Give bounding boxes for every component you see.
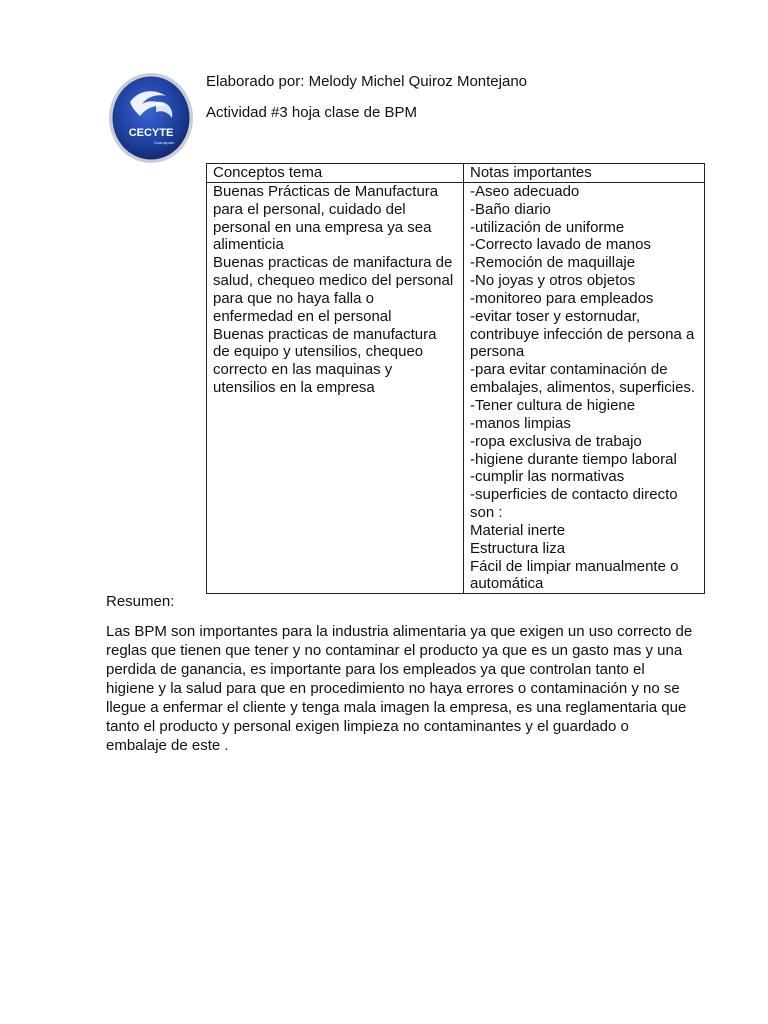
activity-title: Actividad #3 hoja clase de BPM (206, 104, 417, 121)
note-line: -No joyas y otros objetos (470, 272, 636, 290)
note-line: -Tener cultura de higiene (470, 396, 636, 414)
note-line: -Aseo adecuado (470, 182, 580, 200)
summary-line: Las BPM son importantes para la industria alimentaria ya que exigen un uso correcto de (106, 623, 693, 640)
summary-heading: Resumen: (106, 593, 175, 610)
summary-line: embalaje de este . (106, 737, 229, 754)
concept-line: utensilios en la empresa (213, 379, 375, 397)
concept-line: correcto en las maquinas y (213, 361, 393, 379)
notes-cell (464, 182, 705, 593)
note-line: -Baño diario (470, 200, 551, 218)
note-line: son : (470, 504, 503, 522)
notes-table (206, 163, 705, 594)
note-line: -Remoción de maquillaje (470, 254, 636, 272)
concept-line: para el personal, cuidado del (213, 200, 406, 218)
logo-text: CECYTE (128, 127, 174, 139)
note-line: -superficies de contacto directo (470, 486, 678, 504)
summary-line: tanto el producto y personal exigen limpieza no contaminantes y el guardado o (106, 718, 629, 735)
concepts-cell (207, 182, 464, 593)
concept-line: de equipo y utensilios, chequeo (213, 343, 424, 361)
note-line: -manos limpias (470, 414, 571, 432)
note-line: Estructura liza (470, 539, 566, 557)
summary-line: llegue a enfermar el cliente y tenga mala imagen la empresa, es una reglamentaria que (106, 699, 687, 716)
note-line: -utilización de uniforme (470, 218, 625, 236)
note-line: -higiene durante tiempo laboral (470, 450, 677, 468)
concept-line: alimenticia (213, 236, 284, 254)
concept-line: salud, chequeo medico del personal (213, 272, 454, 290)
concept-line: personal en una empresa ya sea (213, 218, 432, 236)
summary-paragraph (106, 622, 706, 755)
table-header-row (207, 164, 705, 183)
note-line: embalajes, alimentos, superficies. (470, 379, 696, 397)
note-line: persona (470, 343, 525, 361)
note-line: -evitar toser y estornudar, (470, 307, 641, 325)
header-notes: Notas importantes (464, 164, 705, 183)
concept-line: para que no haya falla o (213, 289, 374, 307)
note-line: -Correcto lavado de manos (470, 236, 651, 254)
summary-line: perdida de ganancia, es importante para los empleados ya que controlan tanto el (106, 661, 645, 678)
note-line: contribuye infección de persona a (470, 325, 695, 343)
header-concepts: Conceptos tema (207, 164, 464, 183)
note-line: -cumplir las normativas (470, 468, 625, 486)
cecyte-logo (108, 72, 194, 164)
concept-line: enfermedad en el personal (213, 307, 392, 325)
concept-line: Buenas practicas de manufactura (213, 325, 437, 343)
summary-line: higiene y la salud para que en procedimiento no haya errores o contaminación y no se (106, 680, 680, 697)
concept-line: Buenas Prácticas de Manufactura (213, 182, 439, 200)
summary-line: reglas que tienen que tener y no contaminar el producto ya que es un gasto mas y una (106, 642, 683, 659)
note-line: automática (470, 575, 544, 593)
note-line: Fácil de limpiar manualmente o (470, 557, 679, 575)
logo-subtext: Guanajuato (153, 140, 175, 145)
note-line: -para evitar contaminación de (470, 361, 668, 379)
note-line: -ropa exclusiva de trabajo (470, 432, 642, 450)
note-line: -monitoreo para empleados (470, 289, 654, 307)
note-line: Material inerte (470, 521, 566, 539)
concept-line: Buenas practicas de manifactura de (213, 254, 453, 272)
table-row (207, 182, 705, 593)
author-line: Elaborado por: Melody Michel Quiroz Montejano (206, 73, 527, 90)
